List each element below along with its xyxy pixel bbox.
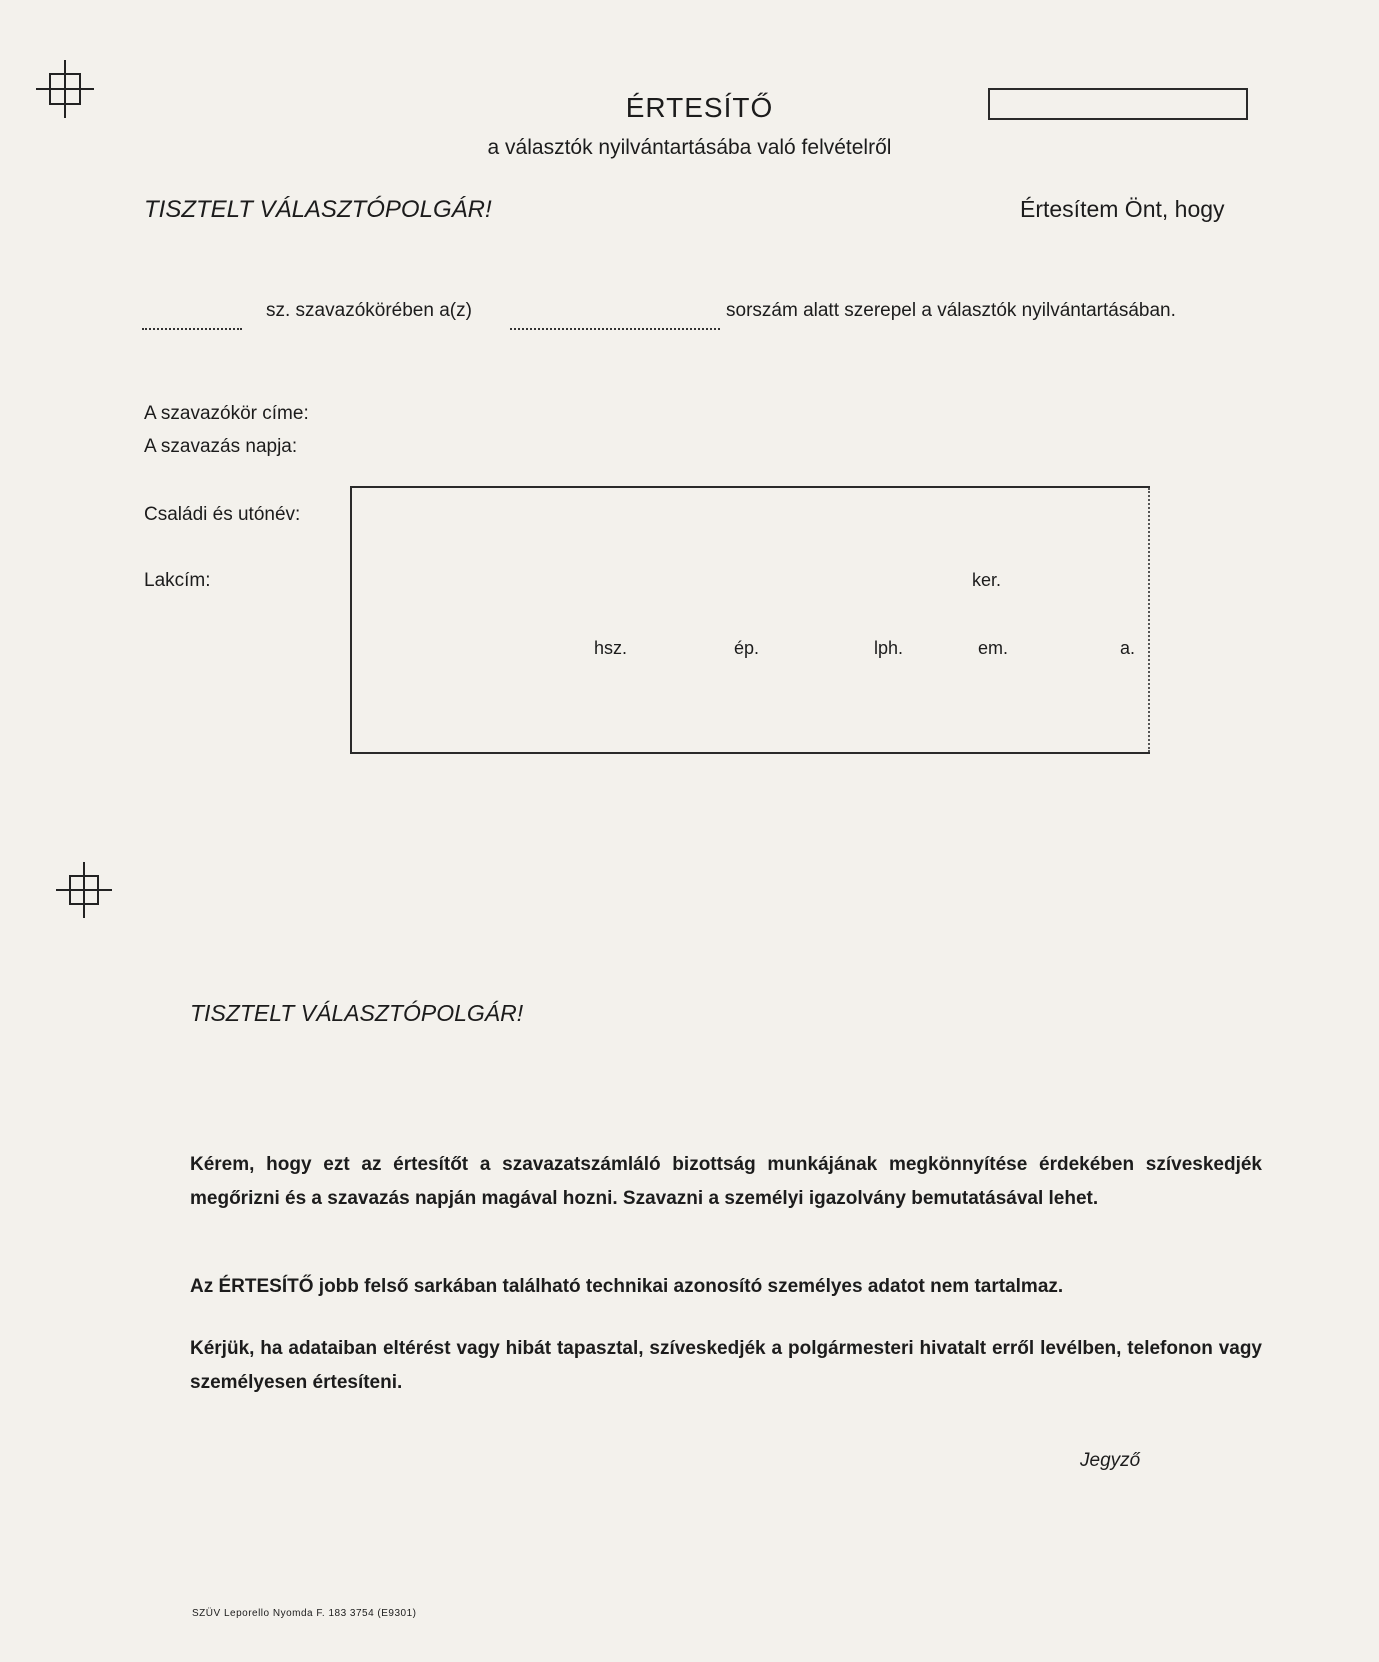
paragraph-2: Az ÉRTESÍTŐ jobb felső sarkában található technikai azonosító személyes adatot nem tartalmaz. <box>190 1276 1064 1297</box>
address-window <box>350 486 1150 754</box>
house-number-label: hsz. <box>594 638 628 658</box>
voting-day-label: A szavazás napja: <box>144 436 298 457</box>
document-subtitle: a választók nyilvántartásába való felvételről <box>487 136 892 159</box>
greeting: TISZTELT VÁLASZTÓPOLGÁR! <box>144 196 492 223</box>
building-label: ép. <box>734 638 760 658</box>
paragraph-3: Kérjük, ha adataiban eltérést vagy hibát tapasztal, szíveskedjék a polgármesteri hivatalt erről levélben, telefonon vagy személyesen értesíteni. <box>190 1338 1262 1393</box>
paragraph-1: Kérem, hogy ezt az értesítőt a szavazatszámláló bizottság munkájának megkönnyítése érdekében szíveskedjék megőrizni és a szavazás napján magával hozni. Szavazni a személyi igazolvány bemutatásával lehet. <box>190 1154 1262 1209</box>
signer-title: Jegyző <box>1080 1450 1141 1471</box>
registration-mark-middle <box>54 860 114 920</box>
staircase-label: lph. <box>874 638 904 658</box>
floor-label: em. <box>978 638 1009 658</box>
document-title: ÉRTESÍTŐ <box>625 92 774 123</box>
greeting-2: TISZTELT VÁLASZTÓPOLGÁR! <box>190 1000 524 1026</box>
serial-label: sorszám alatt szerepel a választók nyilvántartásában. <box>726 300 1176 321</box>
notify-text: Értesítem Önt, hogy <box>1020 196 1225 222</box>
district-number-field <box>142 312 242 330</box>
technical-id-box <box>988 88 1248 120</box>
station-address-label: A szavazókör címe: <box>144 403 309 424</box>
address-label: Lakcím: <box>144 570 211 591</box>
district-field-label: ker. <box>972 570 1002 590</box>
printer-footer: SZÜV Leporello Nyomda F. 183 3754 (E9301) <box>192 1608 417 1619</box>
district-label: sz. szavazókörében a(z) <box>266 300 472 321</box>
serial-number-field <box>510 312 720 330</box>
door-label: a. <box>1120 638 1136 658</box>
name-label: Családi és utónév: <box>144 504 301 525</box>
